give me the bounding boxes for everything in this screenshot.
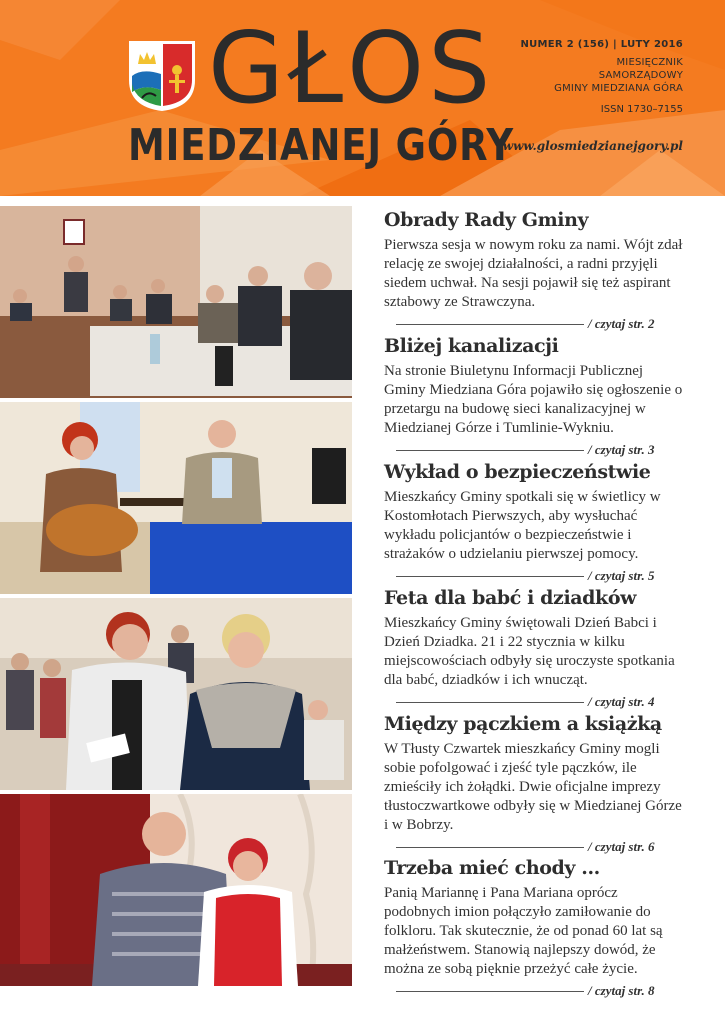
issn: ISSN 1730–7155 bbox=[600, 104, 683, 115]
read-more bbox=[384, 694, 684, 710]
article-title: Bliżej kanalizacji bbox=[384, 335, 559, 357]
read-more-rule bbox=[396, 576, 584, 577]
subtitle-line-1: MIESIĘCZNIK bbox=[616, 57, 683, 68]
read-more-link[interactable]: / czytaj str. 5 bbox=[588, 568, 655, 583]
masthead bbox=[0, 0, 725, 196]
article-grandparents bbox=[384, 586, 684, 710]
read-more-link[interactable]: / czytaj str. 8 bbox=[588, 983, 655, 998]
article-folk-couple bbox=[384, 856, 684, 999]
brand-subtitle: MIEDZIANEJ GÓRY bbox=[128, 120, 514, 171]
read-more-rule bbox=[396, 991, 584, 992]
read-more bbox=[384, 316, 684, 332]
read-more-rule bbox=[396, 847, 584, 848]
article-title: Wykład o bezpieczeństwie bbox=[384, 461, 651, 483]
read-more-link[interactable]: / czytaj str. 2 bbox=[588, 316, 655, 331]
article-body: Mieszkańcy Gminy spotkali się w świetlicy w Kostomłotach Pierwszych, aby wysłuchać wykładu policjantów o bezpieczeństwie i strażaków o udzielaniu pierwszej pomocy. bbox=[384, 489, 661, 562]
article-title: Feta dla babć i dziadków bbox=[384, 587, 637, 609]
article-body: Na stronie Biuletynu Informacji Publicznej Gminy Miedziana Góra pojawiło się ogłoszenie o przetargu na budowę sieci kanalizacyjnej w Miedzianej Górze i Tumlinie-Wykniu. bbox=[384, 363, 683, 436]
read-more-rule bbox=[396, 450, 584, 451]
photo-council-session bbox=[0, 206, 352, 398]
website-link[interactable]: www.glosmiedzianejgory.pl bbox=[502, 139, 683, 153]
article-fat-thursday bbox=[384, 712, 684, 855]
issue-number: NUMER 2 (156) | LUTY 2016 bbox=[520, 39, 683, 50]
subtitle-line-3: GMINY MIEDZIANA GÓRA bbox=[554, 83, 683, 94]
read-more bbox=[384, 442, 684, 458]
read-more-rule bbox=[396, 324, 584, 325]
article-council-session bbox=[384, 208, 684, 332]
read-more bbox=[384, 568, 684, 584]
brand-title: GŁOS bbox=[208, 12, 495, 126]
issue-info bbox=[503, 39, 683, 153]
article-sewage bbox=[384, 334, 684, 458]
article-body: W Tłusty Czwartek mieszkańcy Gminy mogli sobie pofolgować i zjeść tyle pączków, ile zmieściły ich żołądki. Dwie oficjalne imprezy tłustoczwartkowe odbyły się w Miedzianej Górze i w Bobrzy. bbox=[384, 741, 682, 833]
photo-folk-couple bbox=[0, 794, 352, 986]
read-more-link[interactable]: / czytaj str. 3 bbox=[588, 442, 655, 457]
read-more bbox=[384, 983, 684, 999]
article-body: Panią Mariannę i Pana Mariana oprócz podobnych imion połączyło zamiłowanie do folkloru. Tak skutecznie, że od ponad 60 lat są małżeństwem. Stanowią najlepszy dowód, że można ze sobą pięknie przeżyć całe życie. bbox=[384, 885, 663, 977]
article-title: Obrady Rady Gminy bbox=[384, 209, 589, 231]
read-more-rule bbox=[396, 702, 584, 703]
photo-grandparents-day bbox=[0, 598, 352, 790]
read-more bbox=[384, 839, 684, 855]
article-title: Między pączkiem a książką bbox=[384, 713, 662, 735]
article-safety-lecture bbox=[384, 460, 684, 584]
coat-of-arms-icon bbox=[128, 40, 196, 112]
read-more-link[interactable]: / czytaj str. 6 bbox=[588, 839, 655, 854]
article-title: Trzeba mieć chody ... bbox=[384, 857, 600, 879]
subtitle-line-2: SAMORZĄDOWY bbox=[598, 70, 683, 81]
photo-community-meeting bbox=[0, 402, 352, 594]
publication-type bbox=[503, 56, 683, 95]
article-body: Pierwsza sesja w nowym roku za nami. Wójt zdał relację ze swojej działalności, a radni przyjęli siedem uchwał. Na sesji pojawił się też aspirant sztabowy ze Strawczyna. bbox=[384, 237, 683, 310]
article-body: Mieszkańcy Gminy świętowali Dzień Babci i Dzień Dziadka. 21 i 22 stycznia w kilku miejscowościach odbyły się uroczyste spotkania dla babć, dziadków i ich wnucząt. bbox=[384, 615, 675, 688]
read-more-link[interactable]: / czytaj str. 4 bbox=[588, 694, 655, 709]
